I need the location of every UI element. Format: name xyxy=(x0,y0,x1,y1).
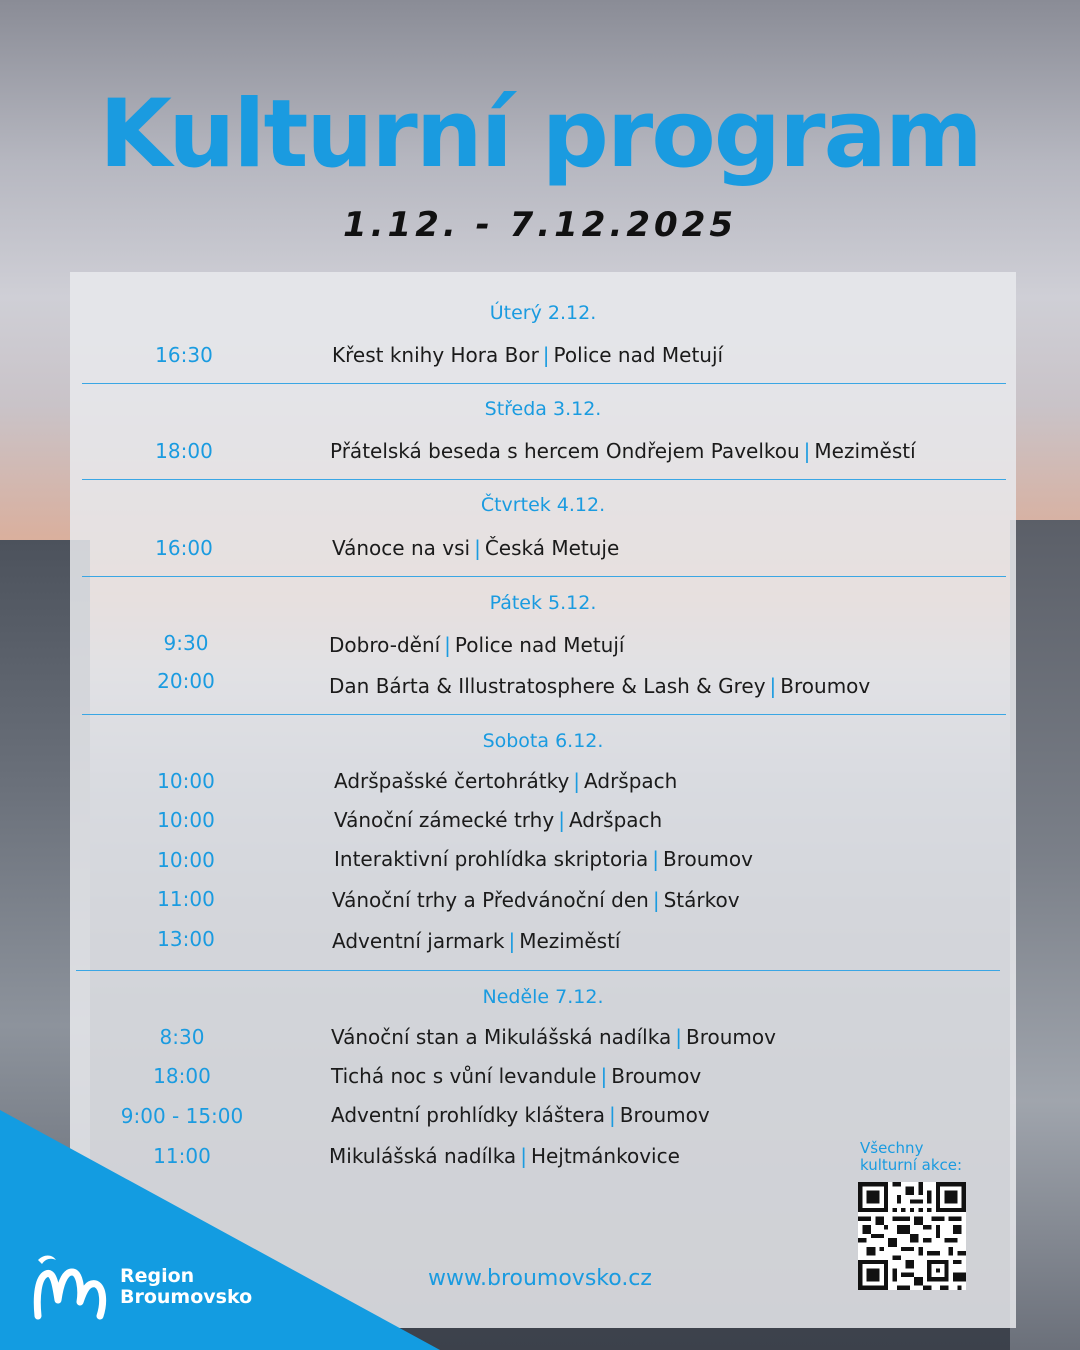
separator: | xyxy=(675,1025,682,1049)
brand-line-1: Region xyxy=(120,1265,195,1287)
separator: | xyxy=(508,929,516,953)
event-time: 8:30 xyxy=(159,1025,205,1049)
day-title-streda: Středa 3.12. xyxy=(484,398,602,420)
event-text xyxy=(329,674,870,698)
qr-label-line-2: kulturní akce: xyxy=(860,1156,963,1174)
event-place: Police nad Metují xyxy=(553,343,724,367)
event-name: Mikulášská nadílka xyxy=(329,1144,517,1168)
event-text xyxy=(331,1025,776,1049)
event-time: 20:00 xyxy=(157,669,215,693)
separator: | xyxy=(608,1103,616,1127)
event-time: 18:00 xyxy=(153,1064,211,1088)
website-link[interactable]: www.broumovsko.cz xyxy=(428,1266,652,1291)
event-place: Stárkov xyxy=(663,888,740,912)
event-text xyxy=(329,633,624,657)
event-text xyxy=(329,1144,680,1168)
qr-label-line-1: Všechny xyxy=(860,1139,924,1157)
separator: | xyxy=(652,847,659,871)
event-time: 9:00 - 15:00 xyxy=(120,1104,244,1128)
event-name: Dan Bárta & Illustratosphere & Lash & Grey xyxy=(329,674,766,698)
event-place: Adršpach xyxy=(568,808,663,832)
background-rock-right xyxy=(1010,520,1080,1350)
day-title-patek: Pátek 5.12. xyxy=(489,592,597,614)
event-place: Adršpach xyxy=(584,769,678,793)
event-name: Křest knihy Hora Bor xyxy=(332,343,539,367)
event-time: 10:00 xyxy=(157,848,215,872)
event-place: Česká Metuje xyxy=(484,536,620,560)
event-time: 9:30 xyxy=(163,631,209,655)
event-text xyxy=(334,808,662,832)
qr-label xyxy=(860,1140,1000,1174)
event-time: 13:00 xyxy=(157,927,215,951)
day-divider xyxy=(82,479,1006,480)
event-place: Police nad Metují xyxy=(454,633,625,657)
brand-line-2: Broumovsko xyxy=(120,1286,253,1308)
event-name: Adventní jarmark xyxy=(332,929,505,953)
separator: | xyxy=(474,536,481,560)
separator: | xyxy=(652,888,660,912)
event-place: Broumov xyxy=(685,1025,776,1049)
event-name: Vánoce na vsi xyxy=(332,536,471,560)
event-name: Tichá noc s vůní levandule xyxy=(331,1064,597,1088)
event-place: Broumov xyxy=(611,1064,702,1088)
event-name: Vánoční zámecké trhy xyxy=(334,808,555,832)
event-place: Hejtmánkovice xyxy=(530,1144,680,1168)
event-name: Interaktivní prohlídka skriptoria xyxy=(334,847,649,871)
separator: | xyxy=(444,633,451,657)
event-name: Adventní prohlídky kláštera xyxy=(331,1103,605,1127)
event-text xyxy=(334,769,677,793)
separator: | xyxy=(558,808,565,832)
event-time: 10:00 xyxy=(157,769,215,793)
qr-code-icon[interactable] xyxy=(858,1182,966,1290)
day-title-ctvrtek: Čtvrtek 4.12. xyxy=(480,494,606,516)
event-name: Dobro-dění xyxy=(329,633,441,657)
event-text xyxy=(332,536,619,560)
separator: | xyxy=(769,674,777,698)
event-time: 18:00 xyxy=(155,439,213,463)
separator: | xyxy=(573,769,581,793)
event-text xyxy=(331,1103,710,1127)
page-title: Kulturní program xyxy=(99,80,981,189)
event-text xyxy=(332,343,723,367)
event-place: Meziměstí xyxy=(519,929,621,953)
event-time: 11:00 xyxy=(153,1144,211,1168)
event-time: 16:30 xyxy=(155,343,213,367)
day-divider xyxy=(82,383,1006,384)
event-time: 16:00 xyxy=(155,536,213,560)
day-title-utery: Úterý 2.12. xyxy=(489,302,597,324)
event-place: Broumov xyxy=(619,1103,710,1127)
event-text xyxy=(334,847,753,871)
day-divider xyxy=(82,714,1006,715)
event-name: Vánoční stan a Mikulášská nadílka xyxy=(331,1025,672,1049)
separator: | xyxy=(803,439,811,463)
event-text xyxy=(332,888,740,912)
event-name: Přátelská beseda s hercem Ondřejem Pavelkou xyxy=(330,439,800,463)
event-place: Broumov xyxy=(663,847,753,871)
event-place: Broumov xyxy=(780,674,871,698)
event-text xyxy=(332,929,620,953)
separator: | xyxy=(600,1064,608,1088)
day-title-nedele: Neděle 7.12. xyxy=(482,986,604,1008)
day-divider xyxy=(82,576,1006,577)
event-time: 11:00 xyxy=(157,887,215,911)
event-text xyxy=(330,439,916,463)
event-name: Adršpašské čertohrátky xyxy=(334,769,570,793)
event-text xyxy=(331,1064,701,1088)
separator: | xyxy=(520,1144,527,1168)
day-title-sobota: Sobota 6.12. xyxy=(482,730,604,752)
day-divider xyxy=(76,970,1000,971)
separator: | xyxy=(542,343,550,367)
date-range: 1.12. - 7.12.2025 xyxy=(342,205,738,245)
event-name: Vánoční trhy a Předvánoční den xyxy=(332,888,649,912)
event-time: 10:00 xyxy=(157,808,215,832)
event-place: Meziměstí xyxy=(814,439,916,463)
